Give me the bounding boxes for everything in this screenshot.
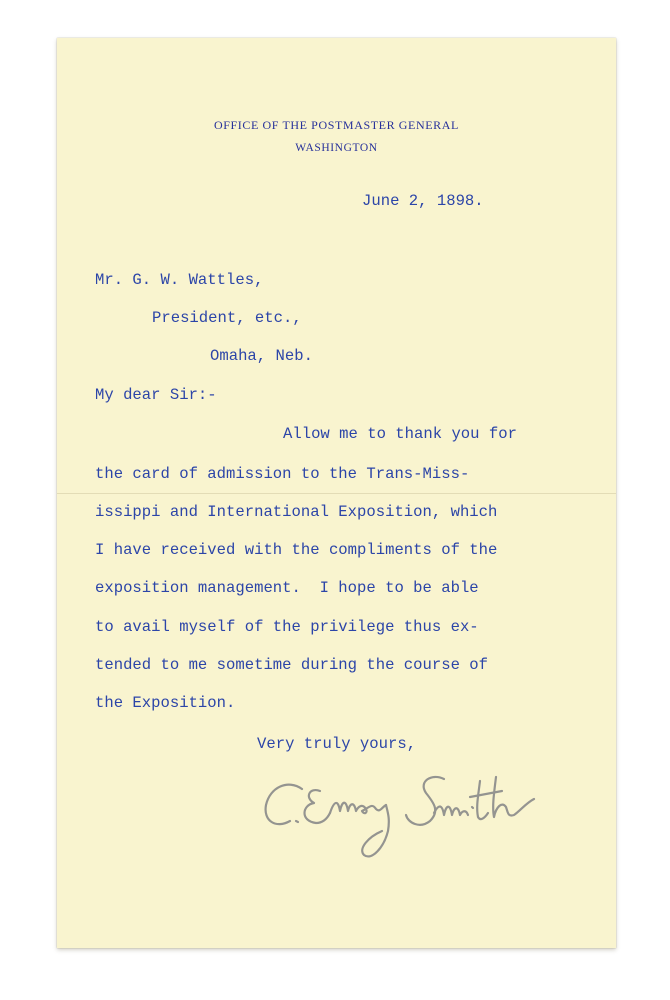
recipient-name: Mr. G. W. Wattles, bbox=[95, 271, 264, 289]
closing: Very truly yours, bbox=[257, 735, 417, 753]
recipient-location: Omaha, Neb. bbox=[210, 347, 313, 365]
body-line: Allow me to thank you for bbox=[283, 425, 517, 443]
letterhead-office: OFFICE OF THE POSTMASTER GENERAL bbox=[213, 118, 459, 132]
handwritten-signature bbox=[258, 751, 553, 871]
recipient-title: President, etc., bbox=[152, 309, 302, 327]
body-line: issippi and International Exposition, which bbox=[95, 503, 498, 521]
body-line: to avail myself of the privilege thus ex- bbox=[95, 618, 479, 636]
salutation: My dear Sir:- bbox=[95, 386, 217, 404]
body-line: exposition management. I hope to be able bbox=[95, 579, 479, 597]
body-line: the Exposition. bbox=[95, 694, 236, 712]
letterhead-city: WASHINGTON bbox=[295, 142, 378, 154]
body-line: tended to me sometime during the course of bbox=[95, 656, 489, 674]
letter-paper bbox=[57, 38, 616, 948]
paper-fold-line bbox=[57, 493, 616, 494]
letter-date: June 2, 1898. bbox=[362, 192, 484, 210]
body-line: I have received with the compliments of the bbox=[95, 541, 498, 559]
body-line: the card of admission to the Trans-Miss- bbox=[95, 465, 470, 483]
